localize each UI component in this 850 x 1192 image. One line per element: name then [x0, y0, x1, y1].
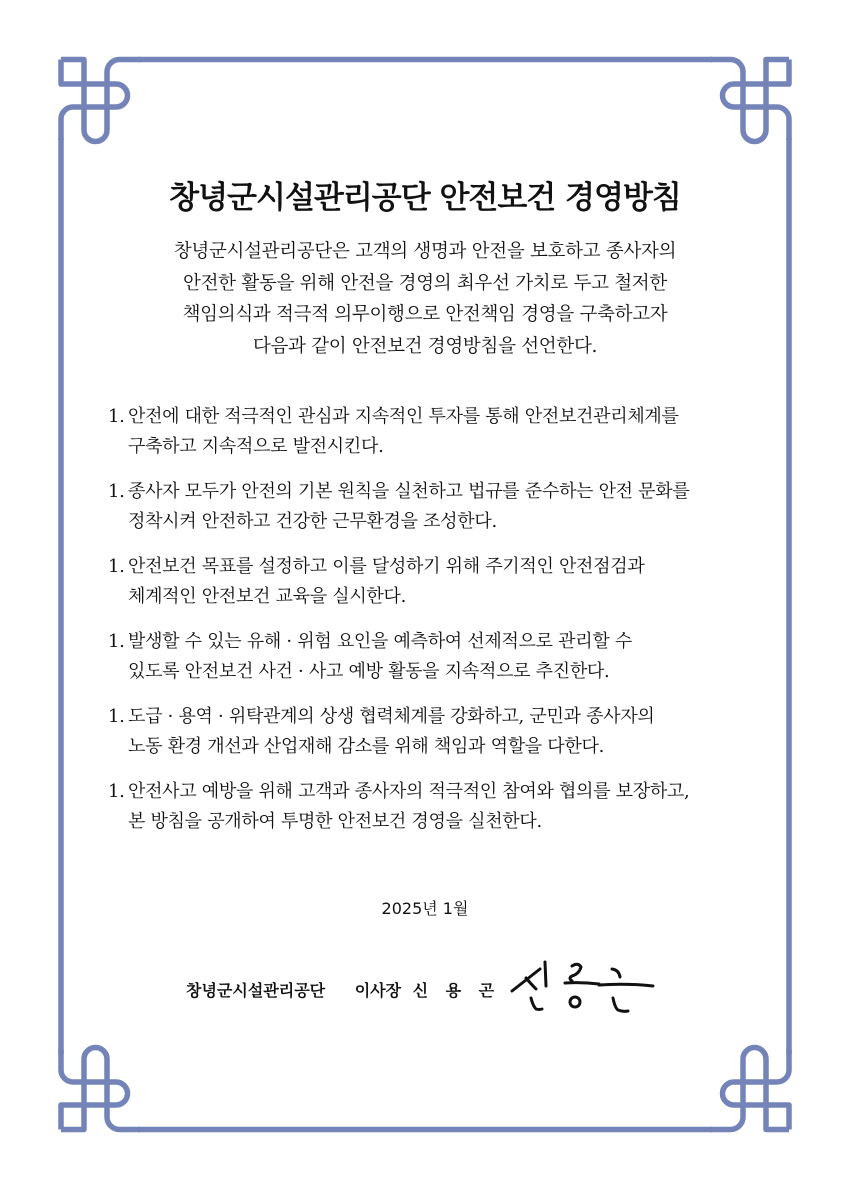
intro-line: 창녕군시설관리공단은 고객의 생명과 안전을 보호하고 종사자의	[173, 241, 677, 262]
corner-knot-bottom-left-icon	[61, 1048, 140, 1130]
item-number: 1.	[108, 481, 125, 502]
item-text-line: 안전보건 목표를 설정하고 이를 달성하기 위해 주기적인 안전점검과	[128, 556, 645, 577]
corner-knot-top-left-icon	[61, 60, 140, 142]
item-text-line: 있도록 안전보건 사건 · 사고 예방 활동을 지속적으로 추진한다.	[128, 661, 610, 682]
item-number: 1.	[108, 631, 125, 652]
intro-line: 안전한 활동을 위해 안전을 경영의 최우선 가치로 두고 철저한	[183, 272, 667, 294]
item-text-line: 정착시켜 안전하고 건강한 근무환경을 조성한다.	[128, 511, 497, 532]
intro-paragraph	[120, 236, 730, 362]
item-text-line: 안전사고 예방을 위해 고객과 종사자의 적극적인 참여와 협의를 보장하고,	[128, 781, 690, 802]
item-text-line: 안전에 대한 적극적인 관심과 지속적인 투자를 통해 안전보건관리체계를	[128, 406, 679, 427]
item-text-line: 체계적인 안전보건 교육을 실시한다.	[128, 586, 407, 607]
item-text-line: 본 방침을 공개하여 투명한 안전보건 경영을 실천한다.	[128, 811, 542, 832]
corner-knot-bottom-right-icon	[710, 1048, 789, 1130]
intro-line: 책임의식과 적극적 의무이행으로 안전책임 경영을 구축하고자	[182, 304, 668, 325]
item-text-line: 도급 · 용역 · 위탁관계의 상생 협력체계를 강화하고, 군민과 종사자의	[128, 706, 655, 727]
signatory-position: 이사장	[354, 981, 402, 1000]
item-text-line: 구축하고 지속적으로 발전시킨다.	[128, 436, 384, 457]
policy-list	[108, 402, 748, 852]
policy-item	[108, 777, 748, 852]
item-number: 1.	[108, 781, 125, 802]
policy-item	[108, 627, 748, 702]
item-text-line: 발생할 수 있는 유해 · 위험 요인을 예측하여 선제적으로 관리할 수	[128, 631, 632, 652]
policy-item	[108, 552, 748, 627]
policy-item	[108, 702, 748, 777]
signatory-name: 신 용 곤	[412, 981, 501, 1000]
item-number: 1.	[108, 706, 125, 727]
intro-line: 다음과 같이 안전보건 경영방침을 선언한다.	[252, 335, 598, 357]
document-date: 2025년 1월	[381, 899, 469, 918]
policy-item	[108, 402, 748, 477]
item-number: 1.	[108, 406, 125, 427]
handwritten-signature-icon	[500, 955, 665, 1025]
item-text-line: 노동 환경 개선과 산업재해 감소를 위해 책임과 역할을 다한다.	[128, 736, 604, 757]
item-text-line: 종사자 모두가 안전의 기본 원칙을 실천하고 법규를 준수하는 안전 문화를	[128, 481, 690, 502]
signatory-line	[186, 978, 500, 1001]
item-number: 1.	[108, 556, 125, 577]
signatory-organization: 창녕군시설관리공단	[186, 981, 326, 1000]
corner-knot-top-right-icon	[710, 60, 789, 142]
document-title: 창녕군시설관리공단 안전보건 경영방침	[169, 180, 681, 216]
policy-item	[108, 477, 748, 552]
